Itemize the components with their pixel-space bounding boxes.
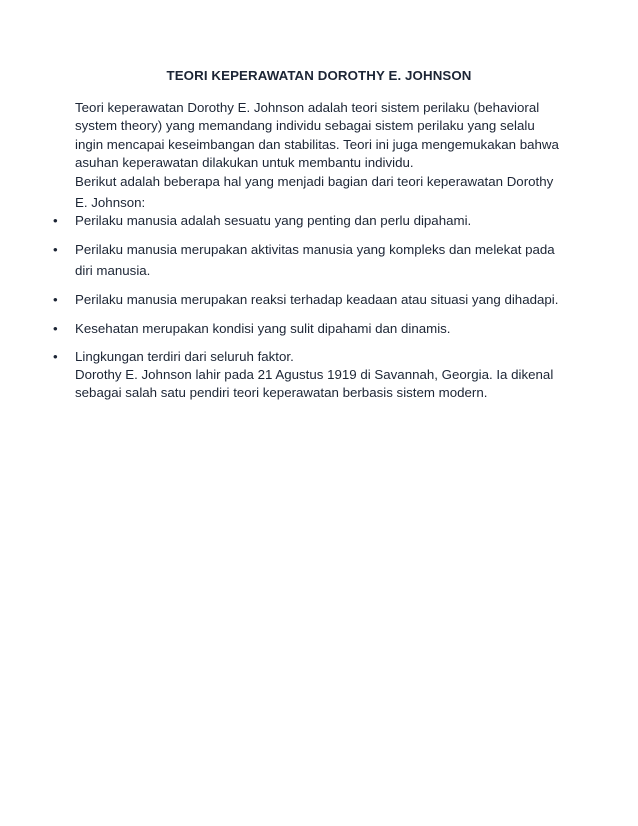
list-item-text: Lingkungan terdiri dari seluruh faktor. xyxy=(75,348,294,364)
document-title: TEORI KEPERAWATAN DOROTHY E. JOHNSON xyxy=(166,68,472,83)
list-intro-paragraph: Berikut adalah beberapa hal yang menjadi bagian dari teori keperawatan Dorothy E. Johnson: xyxy=(75,174,554,210)
list-item-text: Perilaku manusia adalah sesuatu yang penting dan perlu dipahami. xyxy=(75,213,472,228)
bullet-icon: • xyxy=(53,291,58,307)
list-item-text: Kesehatan merupakan kondisi yang sulit dipahami dan dinamis. xyxy=(75,320,451,336)
list-item xyxy=(0,211,565,232)
bullet-icon: • xyxy=(53,213,58,228)
bullet-icon: • xyxy=(53,242,58,257)
list-item xyxy=(0,290,565,311)
list-item xyxy=(0,240,565,281)
bullet-list xyxy=(0,211,638,410)
bullet-icon: • xyxy=(53,320,58,336)
list-item-text: Perilaku manusia merupakan reaksi terhadap keadaan atau situasi yang dihadapi. xyxy=(75,291,559,307)
list-item xyxy=(0,319,565,340)
list-item-text: Perilaku manusia merupakan aktivitas manusia yang kompleks dan melekat pada diri manusia. xyxy=(75,242,555,278)
bullet-icon: • xyxy=(53,348,58,364)
closing-text: Dorothy E. Johnson lahir pada 21 Agustus 1919 di Savannah, Georgia. Ia dikenal sebagai salah satu pendiri teori keperawatan berbasis sistem modern. xyxy=(75,366,554,400)
intro-paragraph: Teori keperawatan Dorothy E. Johnson adalah teori sistem perilaku (behavioral system theory) yang memandang individu sebagai sistem perilaku yang selalu ingin mencapai keseimbangan dan stabilitas. Teori ini juga mengemukakan bahwa asuhan keperawatan dilakukan untuk membantu individu. xyxy=(75,100,559,170)
list-item xyxy=(0,348,565,402)
